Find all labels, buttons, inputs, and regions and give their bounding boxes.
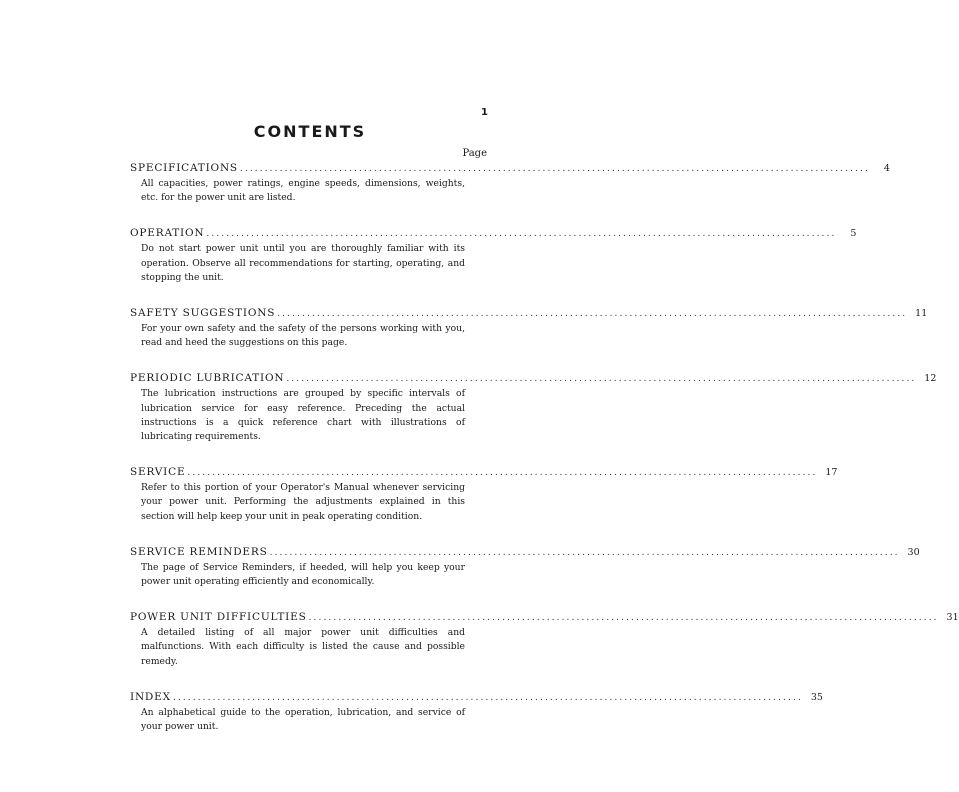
page-number: 1 [481, 107, 488, 118]
entry-page-number: 5 [850, 228, 857, 240]
entry-heading-row [130, 226, 857, 242]
entry-title: SAFETY SUGGESTIONS [130, 307, 276, 320]
entry-description: Do not start power unit until you are thoroughly familiar with its operation. Observe all recommendations for starting, operating, and stopping the unit. [141, 243, 465, 283]
dot-leader: ............................................................................................................................... [172, 692, 803, 703]
contents-entry-service [130, 465, 838, 524]
contents-entry-power-unit-difficulties [130, 610, 959, 669]
entry-page-number: 31 [946, 612, 959, 624]
entry-heading-row [130, 306, 928, 322]
entry-description: For your own safety and the safety of the persons working with you, read and heed the suggestions on this page. [141, 323, 465, 349]
dot-leader: ............................................................................................................................... [239, 164, 870, 174]
entry-heading-row [130, 161, 890, 177]
entry-title: OPERATION [130, 227, 205, 240]
entry-heading-row [130, 690, 823, 706]
entry-page-number: 35 [810, 691, 823, 703]
entry-description: The page of Service Reminders, if heeded, will help you keep your power unit operating efficiently and economically. [141, 561, 465, 588]
entry-description: An alphabetical guide to the operation, lubrication, and service of your power unit. [141, 706, 465, 733]
entry-title: SERVICE [130, 466, 186, 479]
entry-title: POWER UNIT DIFFICULTIES [130, 611, 307, 624]
dot-leader: ............................................................................................................................... [187, 468, 818, 479]
entry-title: SPECIFICATIONS [130, 162, 238, 174]
dot-leader: ............................................................................................................................... [277, 309, 908, 320]
entry-page-number: 17 [825, 467, 838, 479]
contents-entry-service-reminders [130, 545, 920, 589]
contents-entry-safety-suggestions [130, 306, 928, 350]
entry-description: A detailed listing of all major power unit difficulties and malfunctions. With each difficulty is listed the cause and possible remedy. [141, 627, 465, 667]
contents-list [130, 161, 959, 755]
entry-page-number: 11 [915, 308, 928, 320]
entry-page-number: 4 [883, 163, 890, 174]
contents-entry-specifications [130, 161, 890, 205]
entry-description: Refer to this portion of your Operator's Manual whenever servicing your power unit. Performing the adjustments explained in this section will help keep your unit in peak operating condition. [141, 482, 465, 522]
entry-title: INDEX [130, 690, 171, 703]
contents-entry-operation [130, 226, 857, 285]
entry-heading-row [130, 610, 959, 626]
entry-description: The lubrication instructions are grouped by specific intervals of lubrication service for easy reference. Preceding the actual instructions is a quick reference chart with illustrations of lubricating requirements. [141, 388, 465, 443]
dot-leader: ............................................................................................................................... [206, 229, 837, 240]
entry-title: PERIODIC LUBRICATION [130, 372, 285, 385]
contents-entry-index [130, 690, 823, 734]
dot-leader: ............................................................................................................................... [308, 613, 939, 624]
entry-heading-row [130, 371, 937, 387]
entry-heading-row [130, 545, 920, 561]
page-title: CONTENTS [253, 122, 367, 141]
entry-page-number: 30 [907, 546, 920, 558]
dot-leader: ............................................................................................................................... [286, 374, 917, 385]
entry-description: All capacities, power ratings, engine speeds, dimensions, weights, etc. for the power unit are listed. [141, 178, 465, 204]
page-column-label: Page [462, 148, 487, 159]
entry-title: SERVICE REMINDERS [130, 545, 268, 558]
entry-heading-row [130, 465, 838, 481]
dot-leader: ............................................................................................................................... [269, 547, 900, 558]
entry-page-number: 12 [924, 373, 937, 385]
contents-entry-periodic-lubrication [130, 371, 937, 444]
